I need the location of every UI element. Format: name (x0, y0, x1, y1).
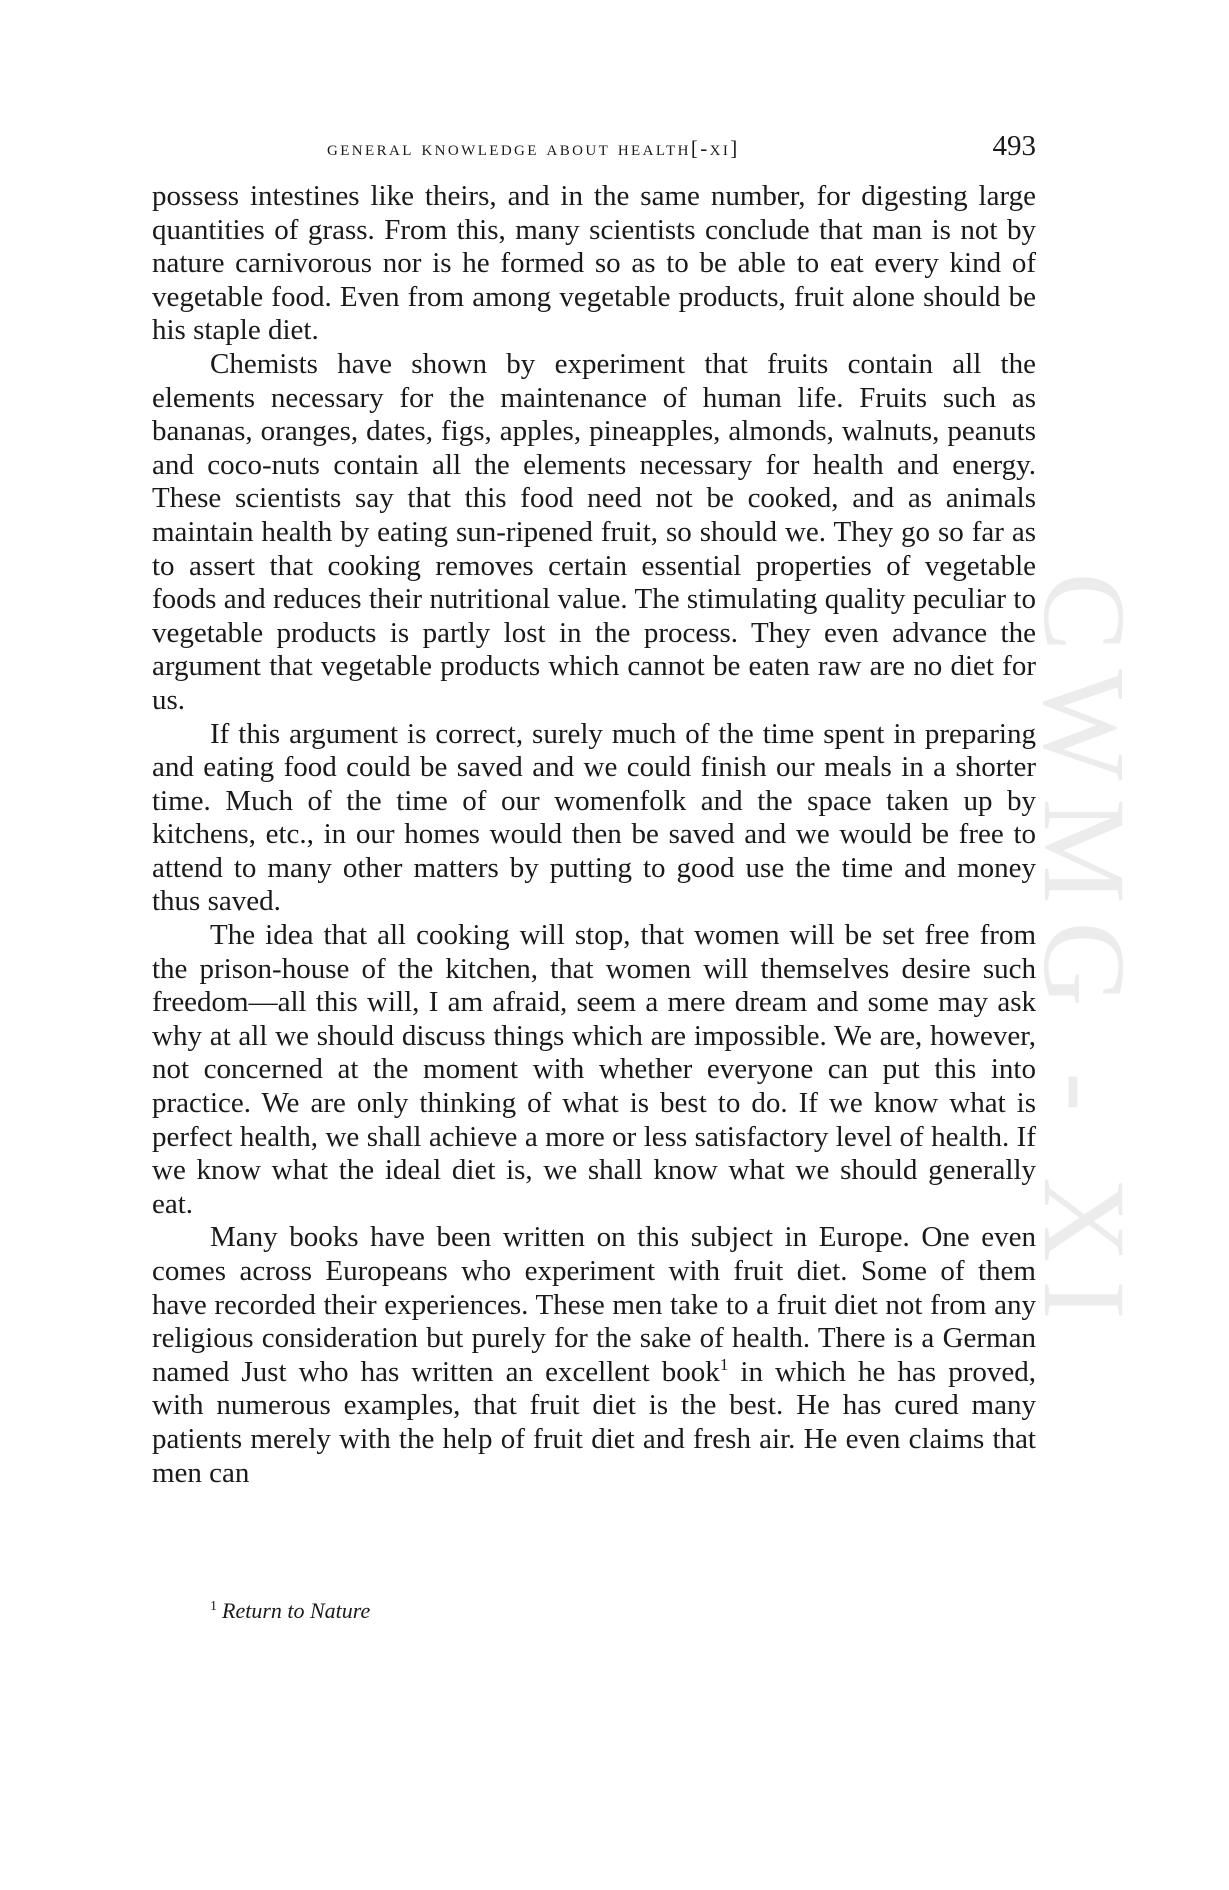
paragraph-3: If this argument is correct, surely much of the time spent in preparing and eating food could be saved and we could finish our meals in a shorter time. Much of the time of our womenfolk and the space taken up by kitchens, etc., in our homes would then be saved and we would be free to attend to many other matters by putting to good use the time and money thus saved. (152, 717, 1036, 918)
footnote (210, 1598, 370, 1624)
paragraph-5-text-before-note: Many books have been written on this subject in Europe. One even comes across Europeans who experiment with fruit diet. Some of them have recorded their experiences. These men take to a fruit diet not from any religious consideration but purely for the sake of health. There is a German named Just who has written an excellent book (152, 1221, 1036, 1388)
paragraph-2: Chemists have shown by experiment that fruits contain all the elements necessary for the maintenance of human life. Fruits such as bananas, oranges, dates, figs, apples, pineapples, almonds, walnuts, peanuts and coco-nuts contain all the elements necessary for health and energy. These scientists say that this food need not be cooked, and as animals maintain health by eating sun-ripened fruit, so should we. They go so far as to assert that cooking removes certain essential properties of vegetable foods and reduces their nutritional value. The stimulating quality peculiar to vegetable products is partly lost in the process. They even advance the argument that vegetable products which cannot be eaten raw are no diet for us. (152, 347, 1036, 716)
watermark-text: CWMG - XI (1019, 572, 1150, 1338)
footnote-text: Return to Nature (222, 1598, 371, 1623)
running-head-title: general knowledge about health[-xi] (327, 136, 740, 160)
page-number: 493 (992, 130, 1036, 162)
paragraph-5-text-after-note: in which he has proved, with numerous examples, that fruit diet is the best. He has cured many patients merely with the help of fruit diet and fresh air. He even claims that men can (152, 1355, 1036, 1489)
paragraph-1: possess intestines like theirs, and in the same number, for digesting large quantities of grass. From this, many scientists conclude that man is not by nature carnivorous nor is he formed so as to be able to eat every kind of vegetable food. Even from among vegetable products, fruit alone should be his staple diet. (152, 180, 1036, 347)
footnote-mark: 1 (210, 1599, 217, 1614)
paragraph-4: The idea that all cooking will stop, that women will be set free from the prison-house of the kitchen, that women will themselves desire such freedom—all this will, I am afraid, seem a mere dream and some may ask why at all we should discuss things which are impossible. We are, however, not concerned at the moment with whether everyone can put this into practice. We are only thinking of what is best to do. If we know what is perfect health, we shall achieve a more or less satisfactory level of health. If we know what the ideal diet is, we shall know what we should generally eat. (152, 919, 1036, 1220)
body-text (152, 180, 1036, 1490)
paragraph-5 (152, 1221, 1036, 1490)
running-head (152, 132, 1036, 172)
footnote-reference: 1 (719, 1354, 729, 1374)
